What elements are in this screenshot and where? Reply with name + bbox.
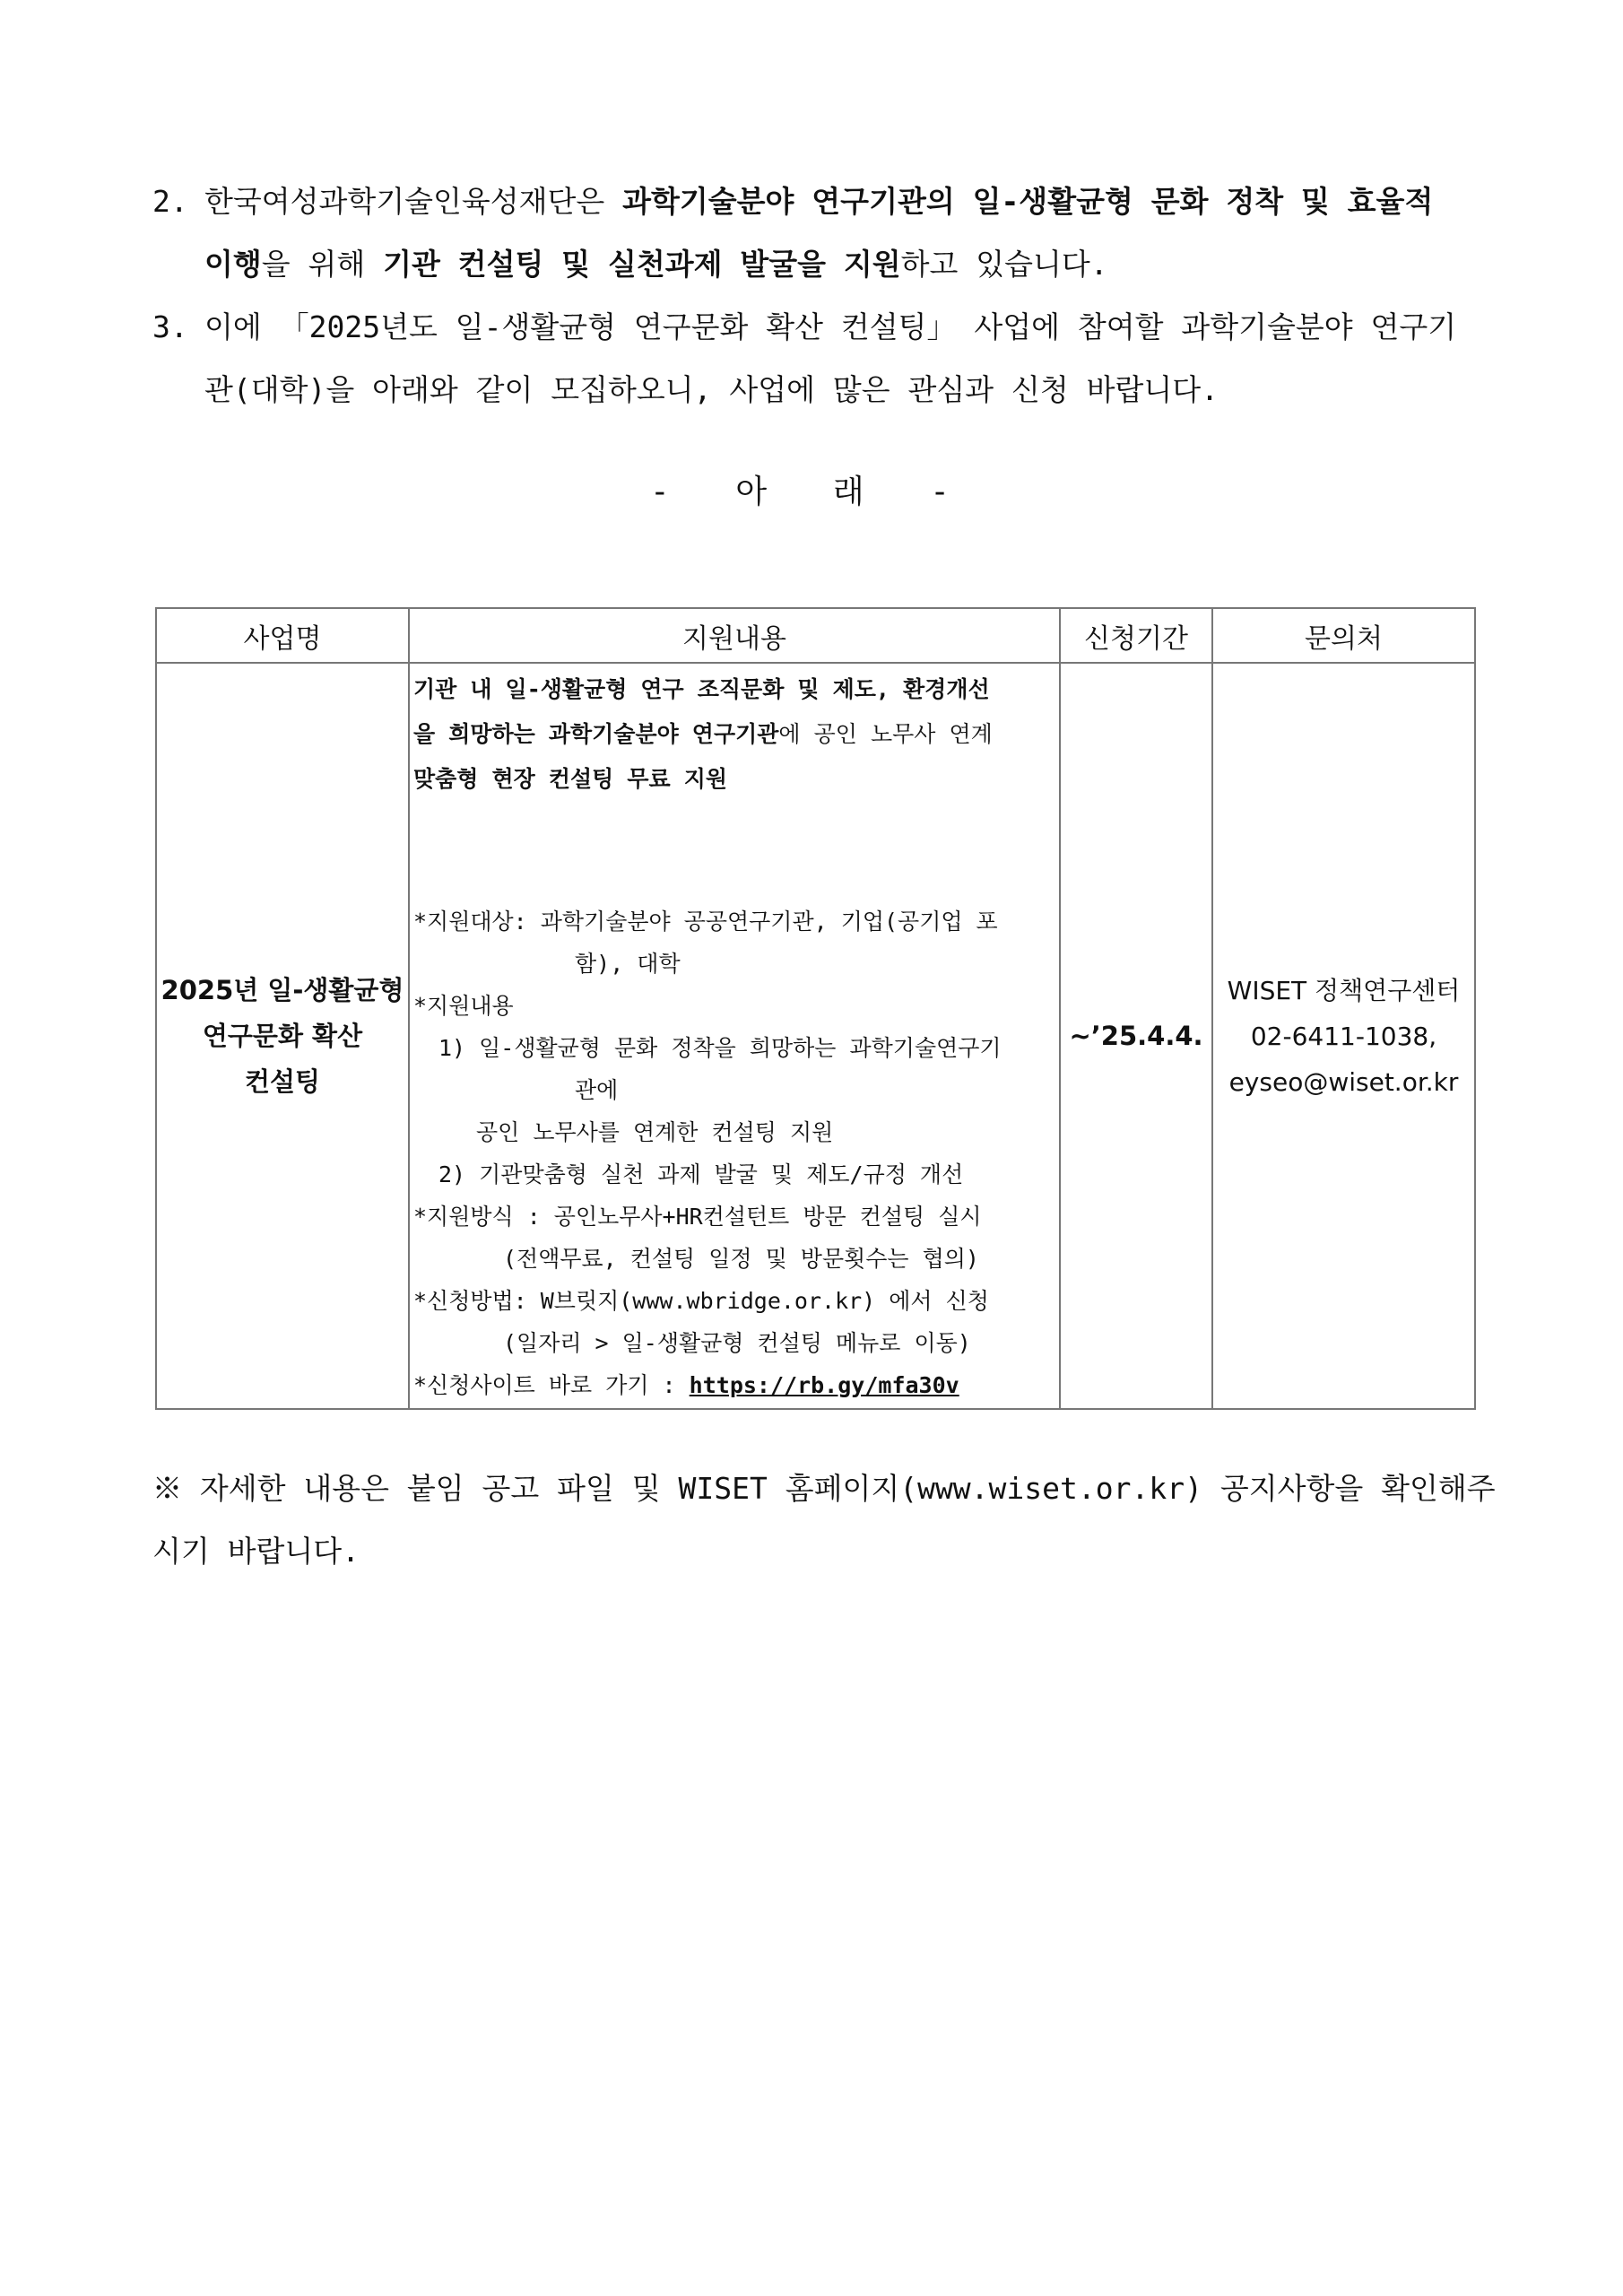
header-support-content: 지원내용 bbox=[409, 608, 1060, 663]
paragraph-2-text-3: 하고 있습니다. bbox=[900, 247, 1108, 282]
program-name-line: 연구문화 확산 bbox=[202, 1020, 363, 1051]
detail-site bbox=[413, 1364, 1055, 1406]
detail-content-2: 2) 기관맞춤형 실천 과제 발굴 및 제도/규정 개선 bbox=[438, 1161, 964, 1187]
table-header-row bbox=[156, 608, 1475, 663]
program-name-cell bbox=[156, 663, 409, 1409]
contact-phone: 02-6411-1038, bbox=[1250, 1021, 1437, 1051]
paragraph-2 bbox=[152, 170, 1480, 296]
header-program-name: 사업명 bbox=[156, 608, 409, 663]
header-application-period: 신청기간 bbox=[1060, 608, 1212, 663]
detail-apply-cont: (일자리 > 일-생활균형 컨설팅 메뉴로 이동) bbox=[503, 1330, 971, 1356]
contact-cell bbox=[1212, 663, 1475, 1409]
contact-email[interactable]: eyseo@wiset.or.kr bbox=[1228, 1066, 1459, 1097]
paragraph-2-bold-3: 기관 컨설팅 및 실천과제 발굴을 지원 bbox=[383, 247, 901, 282]
summary-line: 맞춤형 현장 컨설팅 무료 지원 bbox=[413, 766, 728, 792]
program-table bbox=[155, 607, 1476, 1410]
summary-line: 기관 내 일-생활균형 연구 조직문화 및 제도, 환경개선 bbox=[413, 676, 990, 702]
paragraph-3-number: 3. bbox=[152, 309, 188, 344]
detail-target-cont: 함), 대학 bbox=[575, 951, 681, 977]
support-summary bbox=[413, 667, 1055, 802]
paragraph-3 bbox=[152, 296, 1480, 422]
note-line-2: 시기 바랍니다. bbox=[152, 1534, 360, 1569]
paragraph-2-bold-2: 이행 bbox=[204, 247, 262, 282]
table-row bbox=[156, 663, 1475, 1409]
summary-normal: 에 공인 노무사 연계 bbox=[778, 721, 993, 747]
section-title: - 아 래 - bbox=[650, 474, 973, 510]
detail-content-1-cont2: 공인 노무사를 연계한 컨설팅 지원 bbox=[476, 1119, 834, 1145]
detail-method-cont: (전액무료, 컨설팅 일정 및 방문횟수는 협의) bbox=[503, 1246, 979, 1272]
detail-method: *지원방식 : 공인노무사+HR컨설턴트 방문 컨설팅 실시 bbox=[413, 1204, 982, 1230]
note bbox=[152, 1457, 1496, 1583]
summary-bold: 을 희망하는 과학기술분야 연구기관 bbox=[413, 721, 779, 747]
application-period-cell: ~’25.4.4. bbox=[1060, 663, 1212, 1409]
paragraph-2-number: 2. bbox=[152, 184, 188, 219]
detail-content-1-cont: 관에 bbox=[575, 1077, 619, 1103]
note-line-1: ※ 자세한 내용은 붙임 공고 파일 및 WISET 홈페이지(www.wiset.or.kr) 공지사항을 확인해주 bbox=[152, 1471, 1496, 1506]
detail-content-1: 1) 일-생활균형 문화 정착을 희망하는 과학기술연구기 bbox=[438, 1035, 1002, 1061]
detail-target: *지원대상: 과학기술분야 공공연구기관, 기업(공기업 포 bbox=[413, 909, 998, 935]
summary-line bbox=[413, 712, 1055, 757]
detail-apply: *신청방법: W브릿지(www.wbridge.or.kr) 에서 신청 bbox=[413, 1288, 989, 1314]
program-name-line: 컨설팅 bbox=[244, 1065, 321, 1097]
paragraph-3-line-2: 관(대학)을 아래와 같이 모집하오니, 사업에 많은 관심과 신청 바랍니다. bbox=[204, 372, 1219, 407]
contact-org: WISET 정책연구센터 bbox=[1227, 975, 1461, 1005]
paragraph-2-bold-1: 과학기술분야 연구기관의 일-생활균형 문화 정착 및 효율적 bbox=[622, 184, 1434, 219]
paragraph-2-text-2: 을 위해 bbox=[261, 247, 384, 282]
header-contact: 문의처 bbox=[1212, 608, 1475, 663]
paragraph-3-line-1: 이에 「2025년도 일-생활균형 연구문화 확산 컨설팅」 사업에 참여할 과학기술분야 연구기 bbox=[204, 309, 1457, 344]
detail-content-heading: *지원내용 bbox=[413, 993, 514, 1019]
support-content-cell bbox=[409, 663, 1060, 1409]
site-link[interactable]: https://rb.gy/mfa30v bbox=[689, 1372, 959, 1398]
detail-site-label: *신청사이트 바로 가기 : bbox=[413, 1372, 690, 1398]
paragraph-2-text-1: 한국여성과학기술인육성재단은 bbox=[204, 184, 623, 219]
program-name-line: 2025년 일-생활균형 bbox=[161, 974, 404, 1005]
